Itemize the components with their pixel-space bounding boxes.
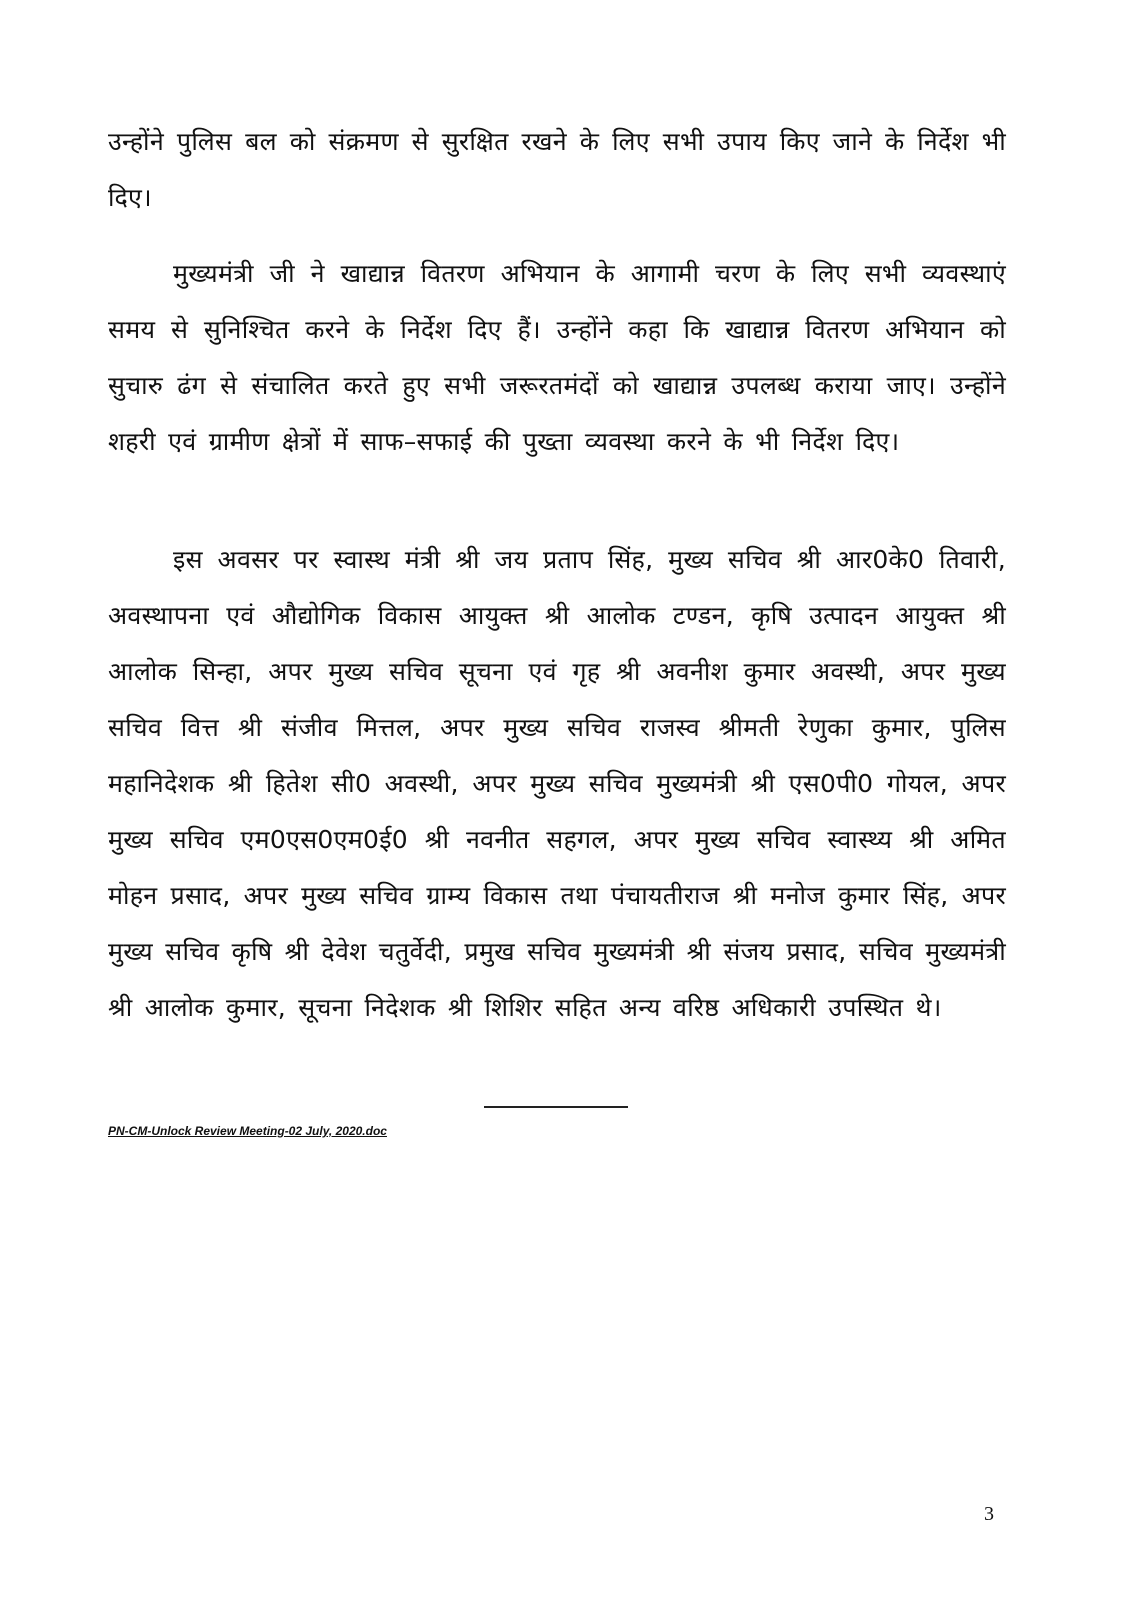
page-number: 3	[984, 1503, 994, 1525]
document-file-name: PN-CM-Unlock Review Meeting-02 July, 2020.doc	[108, 1124, 387, 1138]
paragraph-2: मुख्यमंत्री जी ने खाद्यान्न वितरण अभियान के आगामी चरण के लिए सभी व्यवस्थाएं समय से सुनिश्चित करने के निर्देश दिए हैं। उन्होंने कहा कि खाद्यान्न वितरण अभियान को सुचारु ढंग से संचालित करते हुए सभी जरूरतमंदों को खाद्यान्न उपलब्ध कराया जाए। उन्होंने शहरी एवं ग्रामीण क्षेत्रों में साफ–सफाई की पुख्ता व्यवस्था करने के भी निर्देश दिए।	[108, 259, 1006, 456]
paragraph-3: इस अवसर पर स्वास्थ मंत्री श्री जय प्रताप सिंह, मुख्य सचिव श्री आर0के0 तिवारी, अवस्थापना एवं औद्योगिक विकास आयुक्त श्री आलोक टण्डन, कृषि उत्पादन आयुक्त श्री आलोक सिन्हा, अपर मुख्य सचिव सूचना एवं गृह श्री अवनीश कुमार अवस्थी, अपर मुख्य सचिव वित्त श्री संजीव मित्तल, अपर मुख्य सचिव राजस्व श्रीमती रेणुका कुमार, पुलिस महानिदेशक श्री हितेश सी0 अवस्थी, अपर मुख्य सचिव मुख्यमंत्री श्री एस0पी0 गोयल, अपर मुख्य सचिव एम0एस0एम0ई0 श्री नवनीत सहगल, अपर मुख्य सचिव स्वास्थ्य श्री अमित मोहन प्रसाद, अपर मुख्य सचिव ग्राम्य विकास तथा पंचायतीराज श्री मनोज कुमार सिंह, अपर मुख्य सचिव कृषि श्री देवेश चतुर्वेदी, प्रमुख सचिव मुख्यमंत्री श्री संजय प्रसाद, सचिव मुख्यमंत्री श्री आलोक कुमार, सूचना निदेशक श्री शिशिर सहित अन्य वरिष्ठ अधिकारी उपस्थित थे।	[108, 545, 1006, 1022]
paragraph-1: उन्होंने पुलिस बल को संक्रमण से सुरक्षित रखने के लिए सभी उपाय किए जाने के निर्देश भी दिए।	[108, 127, 1006, 212]
end-separator-line	[484, 1106, 628, 1108]
